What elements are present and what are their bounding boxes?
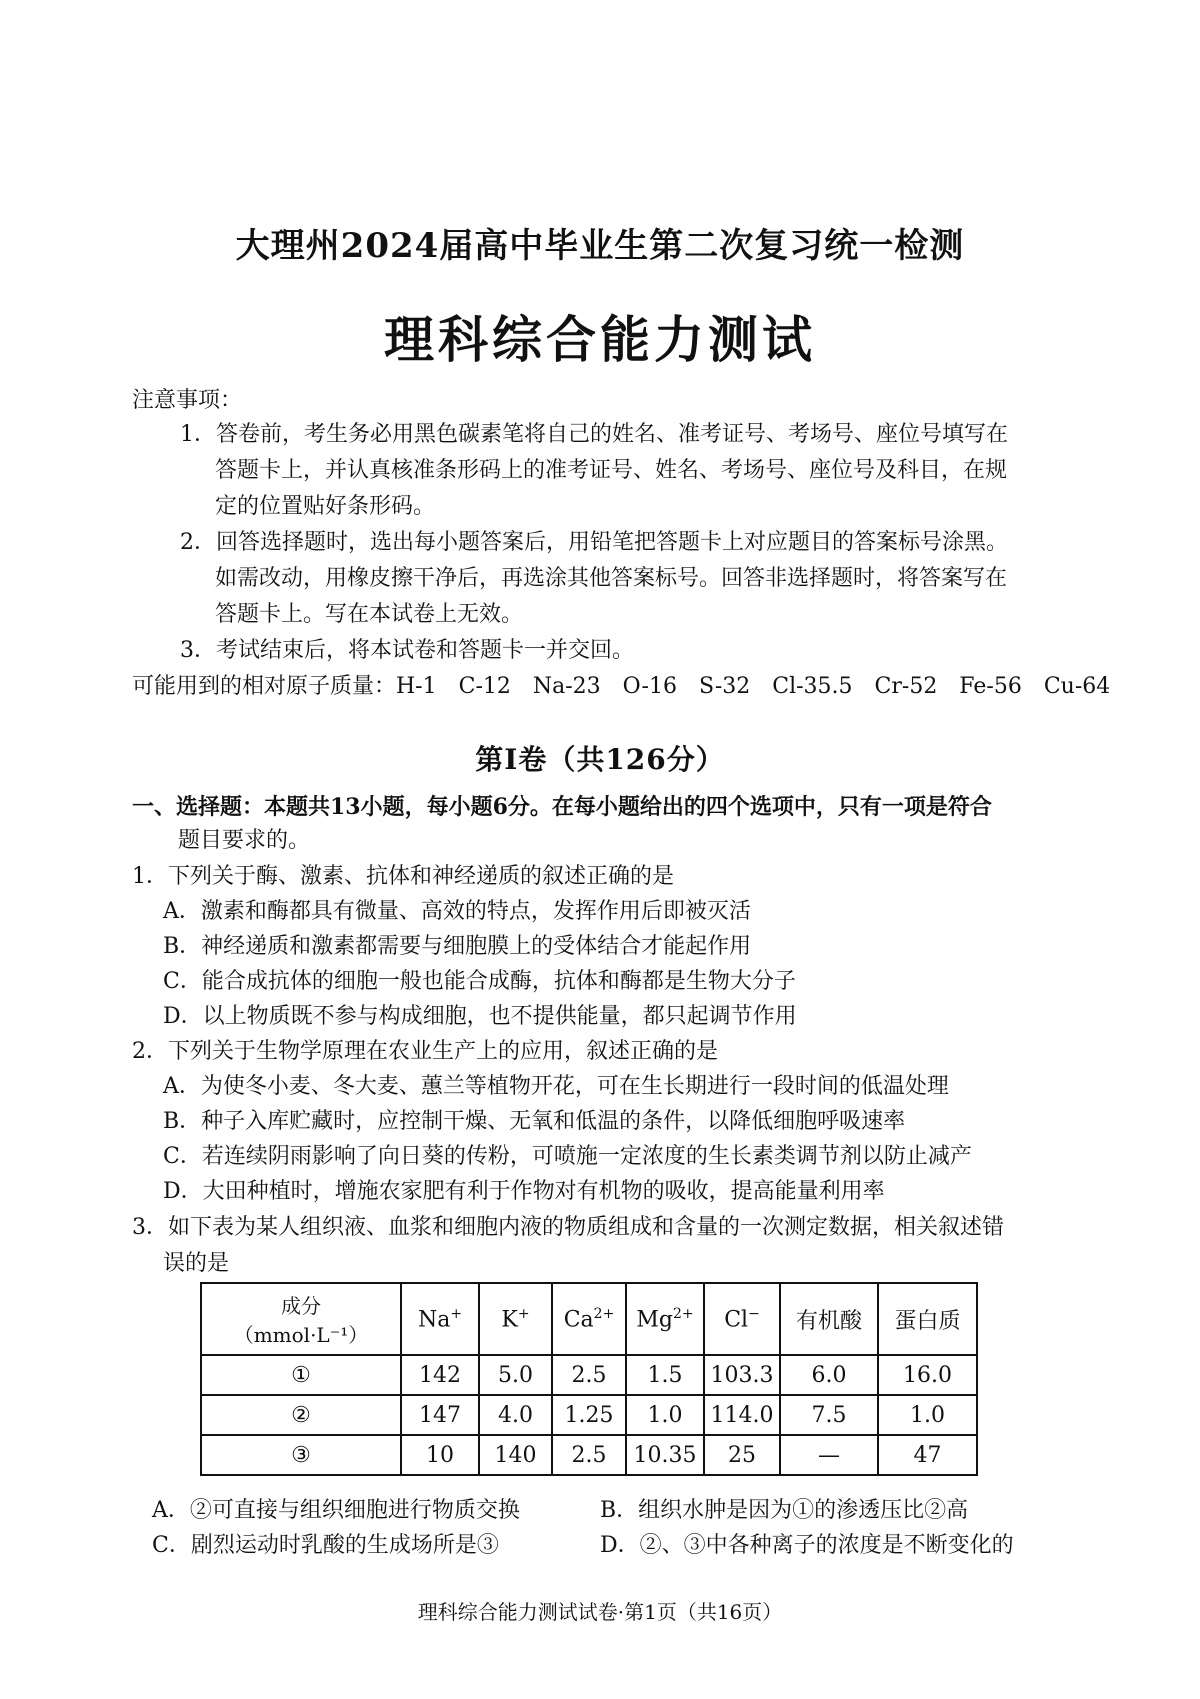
table-row [201, 1355, 977, 1395]
col-label: Mg [636, 1307, 673, 1333]
table-header-unit: （mmol·L⁻¹） [233, 1323, 369, 1347]
table-cell: 25 [704, 1435, 780, 1475]
table-cell: 147 [401, 1395, 479, 1435]
table-col-header [704, 1283, 780, 1355]
table-cell: 16.0 [878, 1355, 977, 1395]
table-col-header [552, 1283, 626, 1355]
question-3-option-c: C．剧烈运动时乳酸的生成场所是③ [152, 1533, 499, 1558]
question-2-option-a: A．为使冬小麦、冬大麦、蕙兰等植物开花，可在生长期进行一段时间的低温处理 [163, 1074, 949, 1099]
col-label: Ca [563, 1307, 594, 1333]
table-col-header [401, 1283, 479, 1355]
table-row [201, 1395, 977, 1435]
table-cell: 1.5 [626, 1355, 704, 1395]
composition-table [200, 1282, 978, 1476]
notice-item-2: 2．回答选择题时，选出每小题答案后，用铅笔把答题卡上对应题目的答案标号涂黑。 [180, 530, 1008, 555]
question-3-option-a: A．②可直接与组织细胞进行物质交换 [152, 1498, 520, 1523]
notice-item-2-line2: 如需改动，用橡皮擦干净后，再选涂其他答案标号。回答非选择题时，将答案写在 [215, 566, 1008, 591]
col-charge: 2+ [593, 1305, 615, 1322]
table-header-component [201, 1283, 401, 1355]
table-cell: 1.0 [626, 1395, 704, 1435]
section-heading-line2: 题目要求的。 [178, 828, 311, 853]
question-2-option-b: B．种子入库贮藏时，应控制干燥、无氧和低温的条件，以降低细胞呼吸速率 [163, 1109, 906, 1134]
question-2-stem: 2．下列关于生物学原理在农业生产上的应用，叙述正确的是 [132, 1039, 718, 1064]
table-cell: 114.0 [704, 1395, 780, 1435]
table-cell: 2.5 [552, 1435, 626, 1475]
table-cell: 140 [479, 1435, 552, 1475]
question-1-option-d: D．以上物质既不参与构成细胞，也不提供能量，都只起调节作用 [163, 1004, 797, 1029]
table-cell: ③ [201, 1435, 401, 1475]
volume-title: 第Ⅰ卷（共126分） [475, 743, 725, 776]
question-1-option-a: A．激素和酶都具有微量、高效的特点，发挥作用后即被灭活 [163, 899, 751, 924]
table-cell: 10.35 [626, 1435, 704, 1475]
notice-item-2-line3: 答题卡上。写在本试卷上无效。 [215, 602, 524, 627]
col-label: K [501, 1307, 518, 1333]
table-cell: 1.0 [878, 1395, 977, 1435]
notice-item-1: 1．答卷前，考生务必用黑色碳素笔将自己的姓名、准考证号、考场号、座位号填写在 [180, 422, 1008, 447]
table-cell: ① [201, 1355, 401, 1395]
table-header-label: 成分 [281, 1294, 321, 1318]
question-2-option-d: D．大田种植时，增施农家肥有利于作物对有机物的吸收，提高能量利用率 [163, 1179, 885, 1204]
col-label: Cl [724, 1307, 749, 1333]
table-cell: 4.0 [479, 1395, 552, 1435]
notice-heading: 注意事项： [132, 388, 243, 413]
exam-title: 大理州2024届高中毕业生第二次复习统一检测 [235, 226, 965, 266]
notice-item-1-line3: 定的位置贴好条形码。 [215, 494, 436, 519]
table-cell: 1.25 [552, 1395, 626, 1435]
table-cell: 142 [401, 1355, 479, 1395]
question-2-option-c: C．若连续阴雨影响了向日葵的传粉，可喷施一定浓度的生长素类调节剂以防止减产 [163, 1144, 972, 1169]
section-heading: 一、选择题：本题共13小题，每小题6分。在每小题给出的四个选项中，只有一项是符合 [132, 794, 992, 820]
table-col-header [479, 1283, 552, 1355]
table-cell: 7.5 [780, 1395, 878, 1435]
notice-item-1-line2: 答题卡上，并认真核准条形码上的准考证号、姓名、考场号、座位号及科目，在规 [215, 458, 1008, 483]
notice-item-3: 3．考试结束后，将本试卷和答题卡一并交回。 [180, 638, 634, 663]
table-col-header [878, 1283, 977, 1355]
question-3-option-d: D．②、③中各种离子的浓度是不断变化的 [600, 1533, 1014, 1558]
table-header-row [201, 1283, 977, 1355]
col-label: 有机酸 [795, 1308, 862, 1334]
table-cell: ② [201, 1395, 401, 1435]
col-charge: + [450, 1305, 463, 1322]
atomic-masses: 可能用到的相对原子质量：H-1 C-12 Na-23 O-16 S-32 Cl-35.5 Cr-52 Fe-56 Cu-64 [132, 674, 1111, 699]
page-footer: 理科综合能力测试试卷·第1页（共16页） [417, 1600, 783, 1624]
question-1-option-c: C．能合成抗体的细胞一般也能合成酶，抗体和酶都是生物大分子 [163, 969, 796, 994]
col-label: 蛋白质 [894, 1308, 961, 1334]
table-row [201, 1435, 977, 1475]
table-cell: 103.3 [704, 1355, 780, 1395]
col-charge: 2+ [672, 1305, 694, 1322]
table-cell: 10 [401, 1435, 479, 1475]
question-1-option-b: B．神经递质和激素都需要与细胞膜上的受体结合才能起作用 [163, 934, 752, 959]
question-1-stem: 1．下列关于酶、激素、抗体和神经递质的叙述正确的是 [132, 864, 674, 889]
table-col-header [780, 1283, 878, 1355]
question-3-stem-line2: 误的是 [163, 1251, 230, 1276]
subject-title: 理科综合能力测试 [384, 310, 816, 369]
table-cell: 5.0 [479, 1355, 552, 1395]
table-col-header [626, 1283, 704, 1355]
col-charge: − [748, 1305, 760, 1322]
table-cell: 6.0 [780, 1355, 878, 1395]
table-cell: 47 [878, 1435, 977, 1475]
question-3-stem: 3．如下表为某人组织液、血浆和细胞内液的物质组成和含量的一次测定数据，相关叙述错 [132, 1215, 1005, 1240]
question-3-option-b: B．组织水肿是因为①的渗透压比②高 [600, 1498, 969, 1523]
col-charge: + [517, 1305, 530, 1322]
col-label: Na [417, 1307, 451, 1333]
table-cell: 2.5 [552, 1355, 626, 1395]
table-cell: — [780, 1435, 878, 1475]
